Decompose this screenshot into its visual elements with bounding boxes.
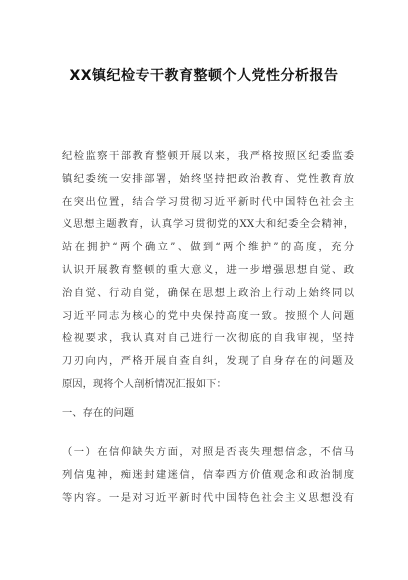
text-line: 刀刃向内，严格开展自查自纠，发现了自身存在的问题及 bbox=[62, 355, 354, 368]
text-line: 在突出位置，结合学习贯彻习近平新时代中国特色社会主 bbox=[62, 195, 354, 208]
text-line: 原因，现将个人剖析情况汇报如下： bbox=[62, 377, 227, 390]
problem-paragraph bbox=[62, 441, 354, 509]
text-line: 站在拥护“两个确立”、做到“两个维护”的高度，充分 bbox=[62, 241, 354, 254]
text-line: 列信鬼神，痴迷封建迷信，信奉西方价值观念和政治制度 bbox=[62, 468, 354, 481]
document-title: XX镇纪检专干教育整顿个人党性分析报告 bbox=[69, 68, 339, 84]
text-line: 纪检监察干部教育整顿开展以来，我严格按照区纪委监委 bbox=[62, 150, 354, 162]
text-line: 治自觉、行动自觉，确保在思想上政治上行动上始终同以 bbox=[62, 286, 354, 299]
text-line: 等内容。一是对习近平新时代中国特色社会主义思想没有 bbox=[62, 491, 354, 504]
section-heading: 一、存在的问题 bbox=[62, 407, 135, 419]
text-line: 义思想主题教育，认真学习贯彻党的XX大和纪委全会精神， bbox=[62, 218, 354, 231]
text-line: 习近平同志为核心的党中央保持高度一致。按照个人问题 bbox=[62, 309, 354, 322]
intro-paragraph bbox=[62, 145, 354, 396]
text-line: 检视要求，我认真对自己进行一次彻底的自我审视，坚持 bbox=[62, 332, 354, 345]
text-line: 镇纪委统一安排部署，始终坚持把政治教育、党性教育放 bbox=[62, 172, 354, 185]
text-line: 认识开展教育整顿的重大意义，进一步增强思想自觉、政 bbox=[62, 263, 354, 276]
text-line: （一）在信仰缺失方面，对照是否丧失理想信念，不信马 bbox=[62, 446, 354, 458]
